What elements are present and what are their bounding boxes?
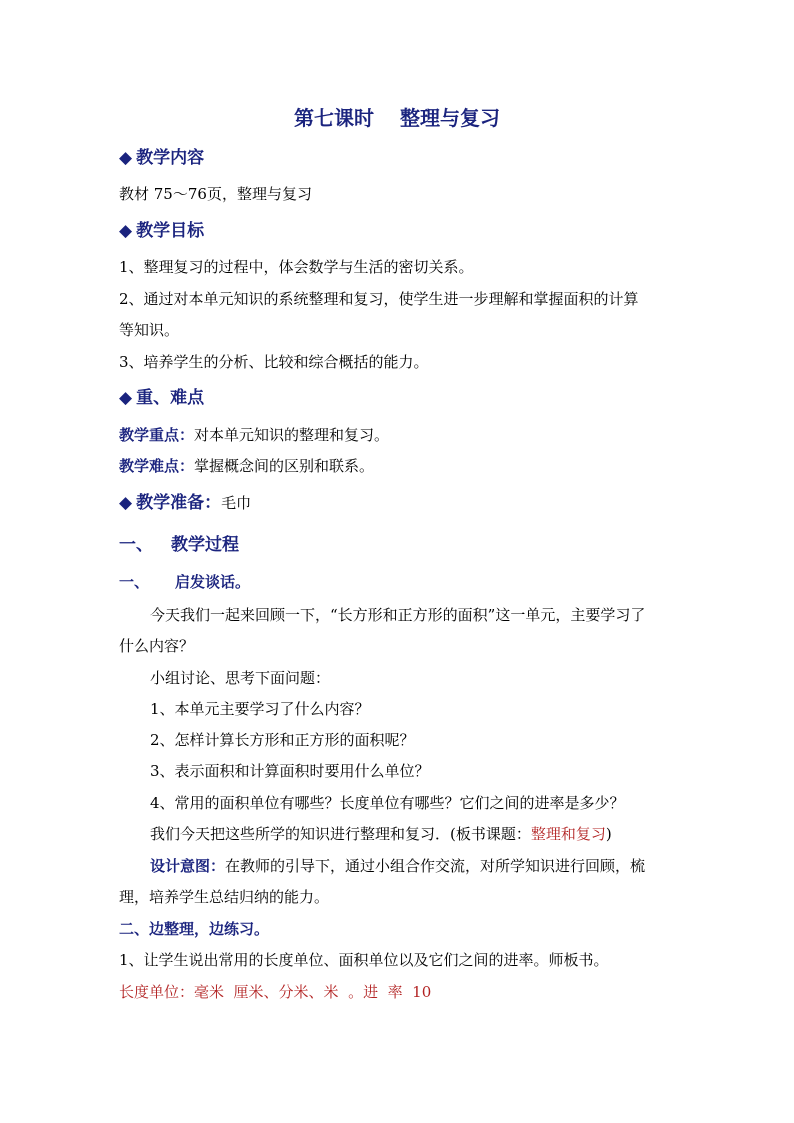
key-point-line: 教学重点：对本单元知识的整理和复习。 (119, 426, 390, 444)
design-intent-cont: 理，培养学生总结归纳的能力。 (119, 888, 330, 906)
goal-item: 3、培养学生的分析、比较和综合概括的能力。 (119, 353, 429, 371)
paragraph-intro-cont: 什么内容？ (119, 637, 195, 655)
question-item: 3、表示面积和计算面积时要用什么单位？ (150, 762, 430, 780)
diamond-bullet-icon: ◆ (119, 148, 133, 168)
design-intent-line: 设计意图：在教师的引导下，通过小组合作交流，对所学知识进行回顾，梳 (150, 857, 646, 875)
heading-content: ◆ 教学内容 (119, 148, 205, 168)
goal-item: 2、通过对本单元知识的系统整理和复习，使学生进一步理解和掌握面积的计算 (119, 290, 639, 308)
length-units-line: 长度单位：毫米 厘米、分米、米 。进 率 10 (119, 983, 432, 1001)
heading-prep: ◆ 教学准备：毛巾 (119, 493, 252, 513)
question-item: 1、本单元主要学习了什么内容？ (150, 700, 370, 718)
practice-item: 1、让学生说出常用的长度单位、面积单位以及它们之间的进率。师板书。 (119, 951, 609, 969)
paragraph-discussion: 小组讨论、思考下面问题： (150, 669, 331, 687)
page-title (0, 102, 794, 131)
subheading-1: 一、 启发谈话。 (119, 573, 251, 591)
title-part1: 第七课时 (294, 106, 374, 130)
heading-goals: ◆ 教学目标 (119, 221, 205, 241)
subheading-2: 二、边整理，边练习。 (119, 920, 270, 938)
diamond-bullet-icon: ◆ (119, 221, 133, 241)
goal-item: 等知识。 (119, 321, 180, 339)
diamond-bullet-icon: ◆ (119, 388, 133, 408)
goal-item: 1、整理复习的过程中，体会数学与生活的密切关系。 (119, 258, 474, 276)
content-text: 教材 75～76页，整理与复习 (119, 185, 312, 203)
heading-process: 一、 教学过程 (119, 535, 239, 555)
question-item: 2、怎样计算长方形和正方形的面积呢？ (150, 731, 415, 749)
paragraph-intro: 今天我们一起来回顾一下，“长方形和正方形的面积”这一单元，主要学习了 (150, 606, 646, 624)
difficult-point-line: 教学难点：掌握概念间的区别和联系。 (119, 457, 375, 475)
question-item: 4、常用的面积单位有哪些？长度单位有哪些？它们之间的进率是多少？ (150, 794, 625, 812)
title-part2: 整理与复习 (400, 106, 500, 130)
diamond-bullet-icon: ◆ (119, 493, 133, 513)
paragraph-board: 我们今天把这些所学的知识进行整理和复习．(板书课题：整理和复习) (150, 825, 612, 843)
heading-key-points: ◆ 重、难点 (119, 388, 205, 408)
